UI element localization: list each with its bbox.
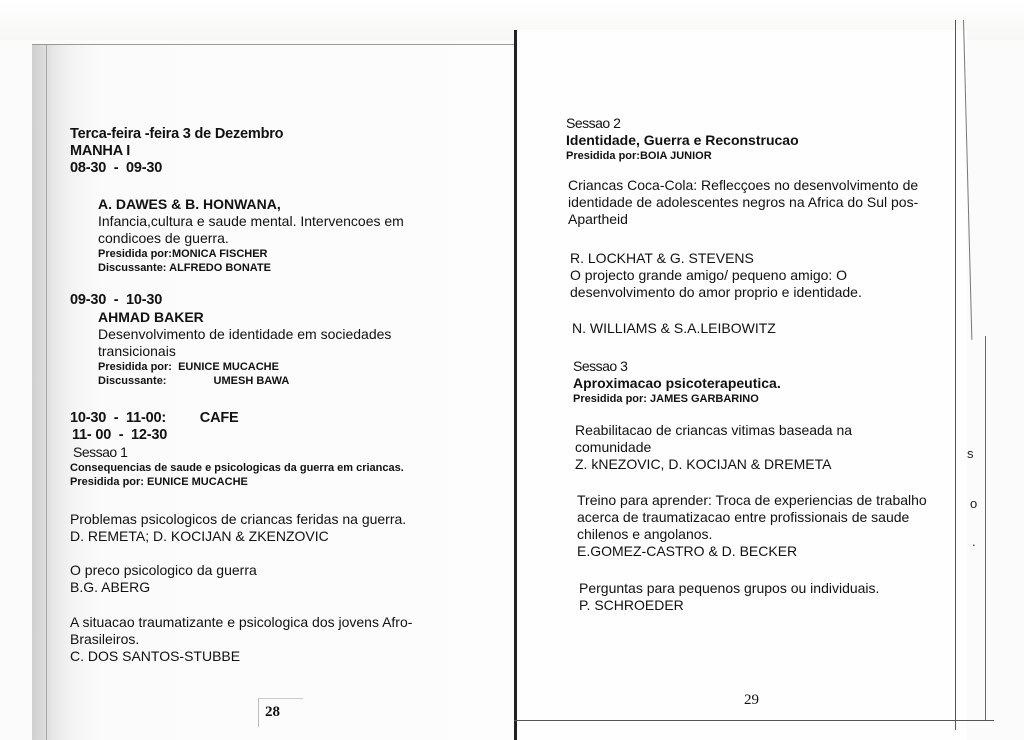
- slot2-entry: [70, 292, 391, 388]
- paper-title-line-3: chilenos e angolanos.: [577, 526, 713, 542]
- session3-paper-2: [577, 492, 927, 560]
- slot1-discussant: Discussante: ALFREDO BONATE: [98, 262, 271, 274]
- paper-title: O preco psicologico da guerra: [70, 562, 257, 578]
- slot1-chair: Presidida por:MONICA FISCHER: [98, 248, 268, 260]
- session2-paper-3: [572, 320, 776, 337]
- slot1-time: 08-30 - 09-30: [70, 160, 163, 176]
- slot2-authors: AHMAD BAKER: [98, 309, 204, 325]
- break-entry: [70, 410, 238, 427]
- paper-authors: N. WILLIAMS & S.A.LEIBOWITZ: [572, 320, 776, 336]
- page-bottom-edge: [514, 720, 994, 721]
- paper-title-line-1: Criancas Coca-Cola: Reflecçoes no desenvolvimento de: [568, 177, 919, 193]
- session2-chair: Presidida por:BOIA JUNIOR: [566, 150, 712, 162]
- page-edge-line: [955, 20, 956, 730]
- session2-paper-1: [568, 177, 918, 228]
- session2-label: Sessao 2: [566, 115, 621, 131]
- margin-fragment: o: [970, 496, 978, 511]
- break-label: CAFE: [199, 410, 239, 426]
- paper-title-line-2: comunidade: [575, 439, 652, 455]
- margin-fragment: s: [967, 446, 974, 461]
- session3-paper-1: [575, 422, 852, 473]
- paper-title: Problemas psicologicos de criancas feridas na guerra.: [70, 511, 407, 527]
- paper-authors: P. SCHROEDER: [579, 597, 684, 613]
- paper-title-line-1: A situacao traumatizante e psicologica dos jovens Afro-: [70, 614, 413, 630]
- slot2-title-line-1: Desenvolvimento de identidade em sociedades: [98, 326, 392, 342]
- margin-fragment: .: [972, 534, 976, 549]
- page-number-left: 28: [265, 704, 280, 720]
- session1-title: Consequencias de saude e psicologicas da guerra em criancas.: [70, 462, 404, 474]
- page-number-right: 29: [744, 692, 759, 708]
- slot2-chair: [98, 360, 391, 374]
- slot1-title-line-1: Infancia,cultura e saude mental. Intervencoes em: [98, 213, 404, 229]
- slot1-authors: A. DAWES & B. HONWANA,: [98, 196, 281, 212]
- session3-label: Sessao 3: [573, 358, 628, 374]
- session3-paper-3: [579, 580, 879, 614]
- slot3-time: 11- 00 - 12-30: [72, 427, 168, 443]
- paper-authors: E.GOMEZ-CASTRO & D. BECKER: [577, 543, 798, 559]
- session3-header: [573, 358, 781, 406]
- paper-authors: Z. kNEZOVIC, D. KOCIJAN & DREMETA: [575, 456, 832, 472]
- slot2-discussant-name: UMESH BAWA: [213, 375, 290, 387]
- session1-label: Sessao 1: [73, 444, 128, 460]
- paper-authors: D. REMETA; D. KOCIJAN & ZKENZOVIC: [70, 528, 329, 544]
- paper-authors: B.G. ABERG: [70, 579, 151, 595]
- slot2-discussant-label: Discussante:: [98, 375, 167, 387]
- slot2-chair-name: EUNICE MUCACHE: [178, 361, 279, 373]
- slot1-title-line-2: condicoes de guerra.: [98, 230, 229, 246]
- session1-paper-3: [70, 614, 412, 665]
- paper-authors: C. DOS SANTOS-STUBBE: [70, 648, 241, 664]
- slot1-entry: [98, 196, 404, 275]
- period-label: MANHA I: [70, 143, 131, 159]
- day-header: Terca-feira -feira 3 de Dezembro: [70, 126, 284, 142]
- paper-title-line-1: Treino para aprender: Troca de experiencias de trabalho: [577, 492, 927, 508]
- session1-chair: Presidida por: EUNICE MUCACHE: [70, 476, 248, 488]
- day-header-block: [70, 126, 283, 177]
- slot2-title-line-2: transicionais: [98, 343, 176, 359]
- paper-authors: R. LOCKHAT & G. STEVENS: [570, 250, 754, 266]
- session3-title: Aproximacao psicoterapeutica.: [573, 375, 781, 391]
- session2-header: [566, 115, 799, 163]
- break-time: 10-30 - 11-00:: [70, 410, 166, 426]
- paper-title-line-2: Brasileiros.: [70, 631, 140, 647]
- paper-title-line-2: acerca de traumatizacao entre profissionais de saude: [577, 509, 910, 525]
- page-edge-line: [985, 336, 986, 720]
- slot2-chair-label: Presidida por:: [98, 361, 172, 373]
- session1-paper-1: [70, 511, 406, 545]
- paper-title-line-1: Reabilitacao de criancas vitimas baseada na: [575, 422, 853, 438]
- slot2-time: 09-30 - 10-30: [70, 292, 163, 308]
- session3-chair: Presidida por: JAMES GARBARINO: [573, 393, 759, 405]
- session1-paper-2: [70, 562, 257, 596]
- session2-title: Identidade, Guerra e Reconstrucao: [566, 132, 799, 148]
- session2-paper-2: [570, 250, 862, 301]
- paper-title-line-2: identidade de adolescentes negros na Africa do Sul pos-: [568, 194, 919, 210]
- paper-title-line-2: desenvolvimento do amor proprio e identidade.: [570, 284, 862, 300]
- paper-title-line-3: Apartheid: [568, 211, 628, 227]
- slot2-discussant: [98, 374, 391, 388]
- slot3-entry: [70, 427, 404, 489]
- paper-title-line-1: O projecto grande amigo/ pequeno amigo: O: [570, 267, 848, 283]
- paper-title: Perguntas para pequenos grupos ou individuais.: [579, 580, 880, 596]
